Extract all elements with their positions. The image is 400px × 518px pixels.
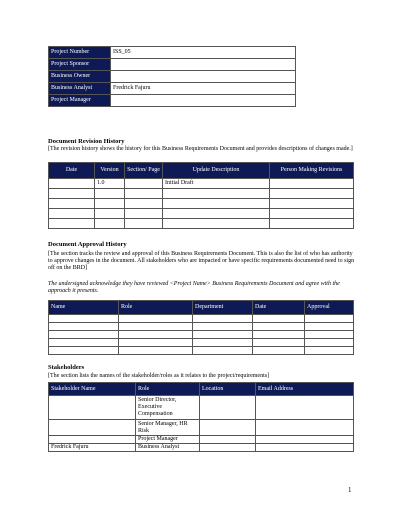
table-cell[interactable] [119,331,193,339]
table-cell[interactable]: Senior Director, Executive Compensation [136,396,200,420]
table-cell[interactable] [95,219,125,229]
table-cell[interactable] [119,347,193,355]
table-row [49,347,354,355]
table-cell[interactable] [253,339,305,347]
table-cell[interactable]: Project Manager [136,436,200,444]
revision-header-version: Version [95,163,125,179]
table-cell[interactable] [253,315,305,323]
revision-table [48,162,354,229]
stakeholder-header-role: Role [136,383,200,396]
table-cell[interactable] [253,323,305,331]
table-cell[interactable] [270,199,354,209]
table-cell[interactable] [125,189,163,199]
project-manager-label: Project Manager [49,95,111,107]
revision-header-date: Date [49,163,95,179]
approval-header-approval: Approval [305,301,354,315]
table-cell[interactable] [163,199,270,209]
table-cell[interactable] [49,189,95,199]
approval-header-name: Name [49,301,119,315]
table-cell[interactable] [163,219,270,229]
table-cell[interactable] [49,209,95,219]
table-row [49,189,354,199]
business-owner-value[interactable] [111,71,296,83]
table-row [49,339,354,347]
table-cell[interactable] [125,179,163,189]
table-row [49,444,354,452]
table-cell[interactable] [256,436,354,444]
table-cell[interactable] [253,331,305,339]
table-cell[interactable]: Business Analyst [136,444,200,452]
stakeholder-header-name: Stakeholder Name [49,383,136,396]
table-cell[interactable] [119,315,193,323]
table-cell[interactable]: Initial Draft [163,179,270,189]
stakeholders-table [48,382,354,452]
table-cell[interactable] [49,347,119,355]
table-cell[interactable] [305,347,354,355]
revision-history-title: Document Revision History [48,138,125,145]
stakeholders-desc: [The section lists the names of the stakeholder/roles as it relates to the project/requirements] [48,373,270,379]
table-cell[interactable] [49,219,95,229]
table-cell[interactable] [200,444,256,452]
revision-header-description: Update Description [163,163,270,179]
table-cell[interactable] [49,339,119,347]
approval-header-department: Department [193,301,253,315]
approval-history-title: Document Approval History [48,241,127,248]
table-cell[interactable] [253,347,305,355]
revision-header-person: Person Making Revisions [270,163,354,179]
table-cell[interactable] [270,189,354,199]
table-cell[interactable] [49,331,119,339]
table-cell[interactable] [193,315,253,323]
table-cell[interactable] [305,331,354,339]
table-cell[interactable] [305,323,354,331]
project-sponsor-label: Project Sponsor [49,59,111,71]
table-cell[interactable] [119,323,193,331]
table-cell[interactable] [270,209,354,219]
table-cell[interactable] [270,219,354,229]
table-cell[interactable] [163,189,270,199]
table-cell[interactable] [125,209,163,219]
table-cell[interactable] [49,436,136,444]
table-row [49,436,354,444]
page-number: 1 [348,486,352,494]
revision-history-desc: [The revision history shows the history for this Business Requirements Document and provides descriptions of changes made.] [48,146,353,152]
table-row [49,420,354,436]
table-cell[interactable] [49,179,95,189]
table-row [49,331,354,339]
project-info-table [48,46,296,107]
table-cell[interactable] [305,315,354,323]
table-cell[interactable] [95,209,125,219]
table-cell[interactable] [49,199,95,209]
table-cell[interactable] [119,339,193,347]
table-cell[interactable] [256,444,354,452]
table-cell[interactable] [193,347,253,355]
approval-header-date: Date [253,301,305,315]
table-cell[interactable] [193,339,253,347]
table-cell[interactable] [125,199,163,209]
table-cell[interactable] [49,323,119,331]
table-cell[interactable] [49,420,136,436]
table-row [49,323,354,331]
table-cell[interactable] [125,219,163,229]
table-row [49,396,354,420]
table-row [49,219,354,229]
stakeholders-title: Stakeholders [48,364,85,371]
project-number-label: Project Number [49,47,111,59]
table-cell[interactable] [256,396,354,420]
approval-table [48,300,354,355]
table-row [49,199,354,209]
table-cell[interactable] [200,436,256,444]
revision-header-section: Section/ Page [125,163,163,179]
business-analyst-label: Business Analyst [49,83,111,95]
approval-history-desc: [The section tracks the review and approval of this Business Requirements Document. This is also the list of who has authority to approve changes in the document. All stakeholders who are impacted or have specific requirements documented need to sign off on the BRD] [48,251,355,272]
table-cell[interactable] [49,396,136,420]
business-owner-label: Business Owner [49,71,111,83]
table-cell[interactable]: Senior Manager, HR Risk [136,420,200,436]
table-cell[interactable] [200,420,256,436]
table-cell[interactable] [95,199,125,209]
table-cell[interactable] [163,209,270,219]
approval-header-role: Role [119,301,193,315]
table-cell[interactable]: 1.0 [95,179,125,189]
table-cell[interactable] [193,331,253,339]
table-cell[interactable] [95,189,125,199]
stakeholder-header-email: Email Address [256,383,354,396]
table-row [49,209,354,219]
table-row [49,179,354,189]
project-sponsor-value[interactable] [111,59,296,71]
approval-note: The undersigned acknowledge they have reviewed <Project Name> Business Requirements Document and agree with the approach it presents. [48,281,340,295]
table-row [49,315,354,323]
table-cell[interactable] [256,420,354,436]
table-cell[interactable] [305,339,354,347]
project-number-value[interactable]: ISS_05 [111,47,296,59]
business-analyst-value[interactable]: Fredrick Fajuru [111,83,296,95]
table-cell[interactable] [49,315,119,323]
table-cell[interactable] [270,179,354,189]
table-cell[interactable] [193,323,253,331]
project-manager-value[interactable] [111,95,296,107]
table-cell[interactable]: Fredrick Fajuru [49,444,136,452]
stakeholder-header-location: Location [200,383,256,396]
table-cell[interactable] [200,396,256,420]
